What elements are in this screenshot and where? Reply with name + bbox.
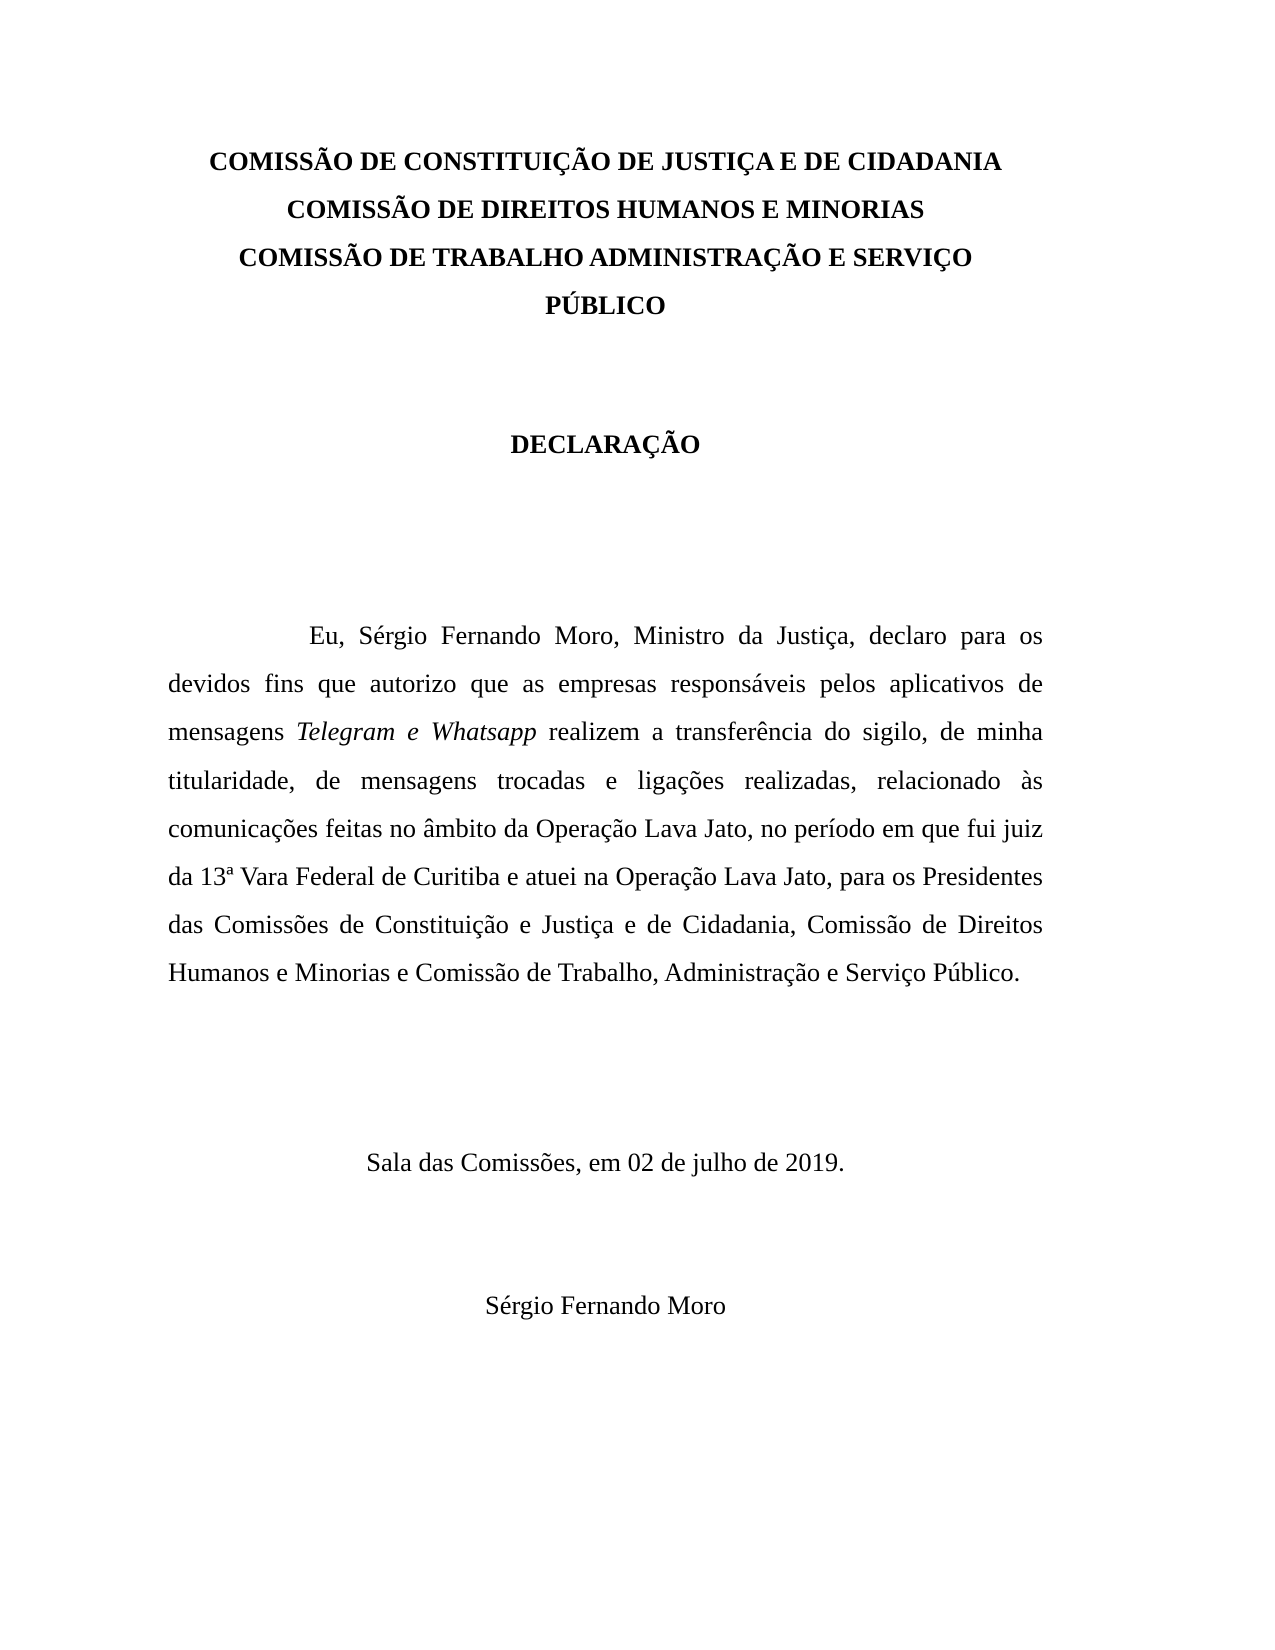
document-title: DECLARAÇÃO: [510, 429, 701, 459]
declaration-body: [168, 611, 1043, 997]
header-line-4: PÚBLICO: [545, 290, 666, 320]
header-line-2: COMISSÃO DE DIREITOS HUMANOS E MINORIAS: [286, 194, 925, 224]
place-and-date: Sala das Comissões, em 02 de julho de 2019.: [366, 1147, 845, 1177]
apps-italic-text: Telegram e Whatsapp: [296, 716, 537, 747]
header-line-1: COMISSÃO DE CONSTITUIÇÃO DE JUSTIÇA E DE CIDADANIA: [209, 146, 1002, 176]
declaration-paragraph: [168, 611, 1043, 997]
signature-name: Sérgio Fernando Moro: [485, 1290, 726, 1320]
committee-header: [0, 137, 1211, 329]
header-line-3: COMISSÃO DE TRABALHO ADMINISTRAÇÃO E SERVIÇO: [238, 242, 973, 272]
paragraph-text-start: Eu, Sérgio Fernando Moro, Ministro da Justiça, declaro para os devidos fins que autorizo que as empresas responsáveis pelos aplicativos de mensagens: [168, 620, 1043, 747]
paragraph-text-end: realizem a transferência do sigilo, de minha titularidade, de mensagens trocadas e ligações realizadas, relacionado às comunicações feitas no âmbito da Operação Lava Jato, no período em que fui juiz da 13ª Vara Federal de Curitiba e atuei na Operação Lava Jato, para os Presidentes das Comissões de Constituição e Justiça e de Cidadania, Comissão de Direitos Humanos e Minorias e Comissão de Trabalho, Administração e Serviço Público.: [168, 716, 1043, 988]
